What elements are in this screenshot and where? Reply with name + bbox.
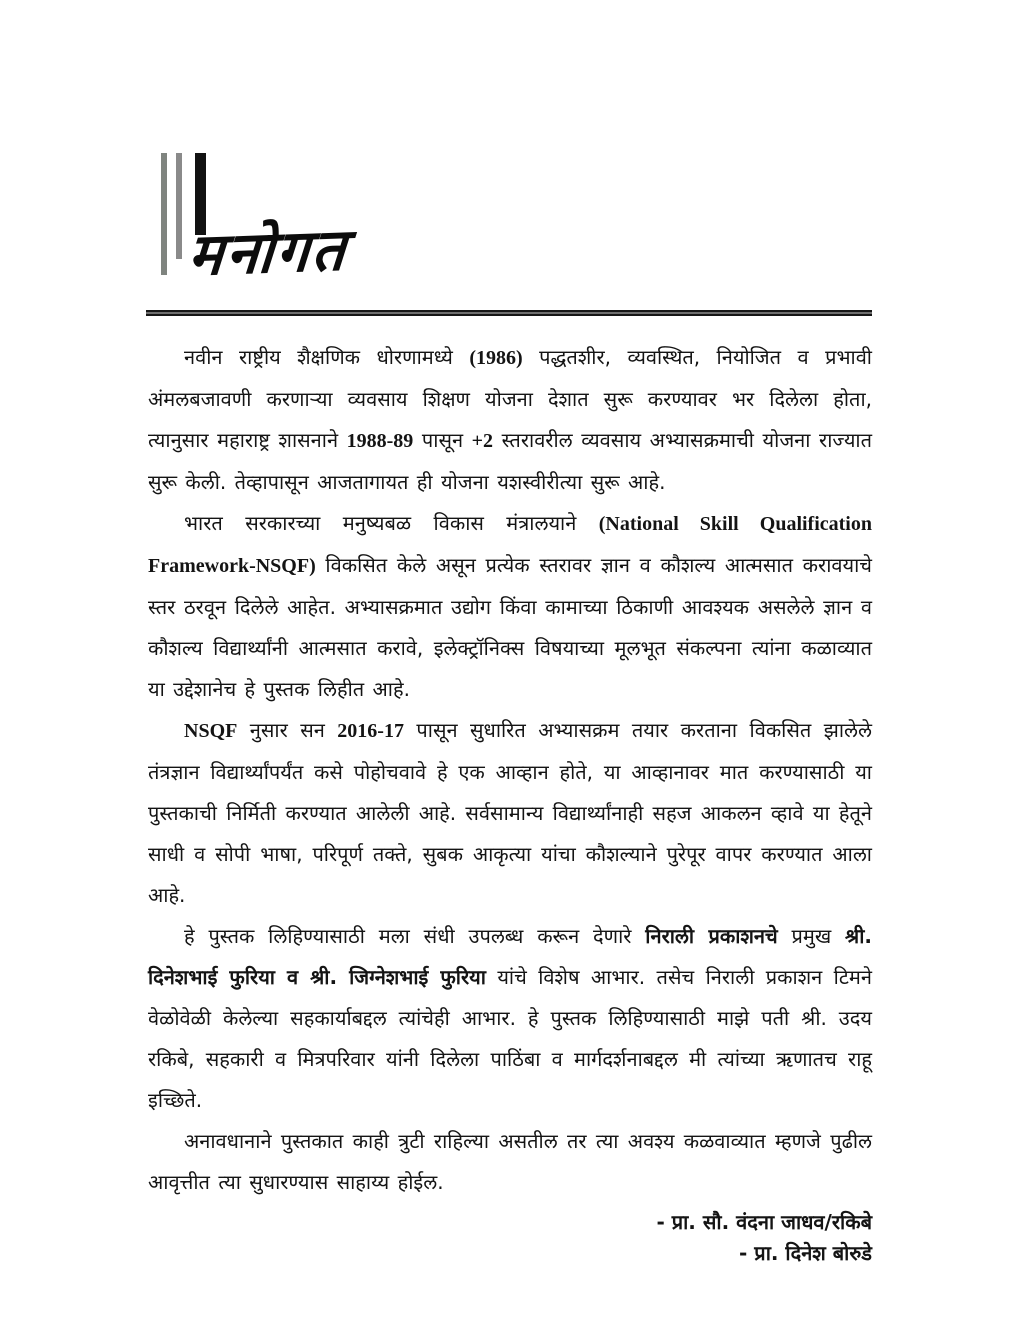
foreword-content — [148, 337, 872, 1269]
body-text: नवीन राष्ट्रीय शैक्षणिक धोरणामध्ये — [184, 345, 470, 369]
paragraph — [148, 916, 872, 1121]
header-divider-rule — [146, 310, 872, 316]
paragraph — [148, 337, 872, 503]
paragraph — [148, 710, 872, 916]
body-text: प्रमुख — [777, 924, 846, 948]
emphasis-text: श्री. दिनेशभाई फुरिया व श्री. जिग्नेशभाई फुरिया — [148, 924, 872, 989]
emphasis-text: (National Skill Qualification Framework-NSQF) — [148, 513, 872, 577]
body-text: पासून सुधारित अभ्यासक्रम तयार करताना विकसित झालेले तंत्रज्ञान विद्यार्थ्यांपर्यंत कसे पोहोचवावे हे एक आव्हान होते, या आव्हानावर मात करण्यासाठी या पुस्तकाची निर्मिती करण्यात आलेली आहे. सर्वसामान्य विद्यार्थ्यांनाही सहज आकलन व्हावे या हेतूने साधी व सोपी भाषा, परिपूर्ण तक्ते, सुबक आकृत्या यांचा कौशल्याने पुरेपूर वापर करण्यात आला आहे. — [148, 718, 872, 907]
emphasis-text: NSQF — [184, 720, 238, 742]
emphasis-text: (1986) — [469, 347, 523, 369]
body-text: अनावधानाने पुस्तकात काही त्रुटी राहिल्या असतील तर त्या अवश्य कळवाव्यात म्हणजे पुढील आवृत्तीत त्या सुधारण्यास साहाय्य होईल. — [148, 1129, 872, 1194]
signature-line: - प्रा. सौ. वंदना जाधव/रकिबे — [656, 1210, 872, 1234]
body-text: हे पुस्तक लिहिण्यासाठी मला संधी उपलब्ध करून देणारे — [184, 924, 646, 948]
body-text: विकसित केले असून प्रत्येक स्तरावर ज्ञान व कौशल्य आत्मसात करावयाचे स्तर ठरवून दिलेले आहेत. अभ्यासक्रमात उद्योग किंवा कामाच्या ठिकाणी आवश्यक असलेले ज्ञान व कौशल्य विद्यार्थ्यांनी आत्मसात करावे, इलेक्ट्रॉनिक्स विषयाच्या मूलभूत संकल्पना त्यांना कळाव्यात या उद्देशानेच हे पुस्तक लिहीत आहे. — [148, 553, 872, 701]
body-text: स्तरावरील व्यवसाय अभ्यासक्रमाची योजना राज्यात सुरू केली. तेव्हापासून आजतागायत ही योजना यशस्वीरीत्या सुरू आहे. — [148, 428, 873, 494]
emphasis-text: 1988-89 — [346, 430, 414, 452]
emphasis-text: +2 — [471, 430, 494, 452]
body-text: भारत सरकारच्या मनुष्यबळ विकास मंत्रालयाने — [184, 511, 599, 535]
signature-block — [148, 1207, 872, 1269]
emphasis-text: 2016-17 — [337, 720, 404, 742]
paragraph — [148, 503, 872, 710]
signature-line: - प्रा. दिनेश बोरुडे — [739, 1241, 872, 1265]
header-accent-bar-2 — [176, 153, 182, 259]
body-text: यांचे विशेष आभार. तसेच निराली प्रकाशन टिमने वेळोवेळी केलेल्या सहकार्याबद्दल त्यांचेही आभार. हे पुस्तक लिहिण्यासाठी माझे पती श्री. उदय रकिबे, सहकारी व मित्रपरिवार यांनी दिलेला पाठिंबा व मार्गदर्शनाबद्दल मी त्यांच्या ऋणातच राहू इच्छिते. — [148, 965, 872, 1112]
header-accent-bar-1 — [161, 153, 167, 275]
body-text: पासून — [413, 428, 472, 452]
body-text: पद्धतशीर, व्यवस्थित, नियोजित व प्रभावी अंमलबजावणी करणाऱ्या व्यवसाय शिक्षण योजना देशात सुरू करण्यावर भर दिलेला होता, त्यानुसार महाराष्ट्र शासनाने — [148, 345, 872, 452]
body-text: नुसार सन — [237, 718, 338, 742]
page-title: मनोगत — [186, 215, 351, 289]
foreword-paragraphs — [148, 337, 872, 1203]
paragraph — [148, 1121, 872, 1203]
emphasis-text: निराली प्रकाशनचे — [645, 924, 778, 948]
